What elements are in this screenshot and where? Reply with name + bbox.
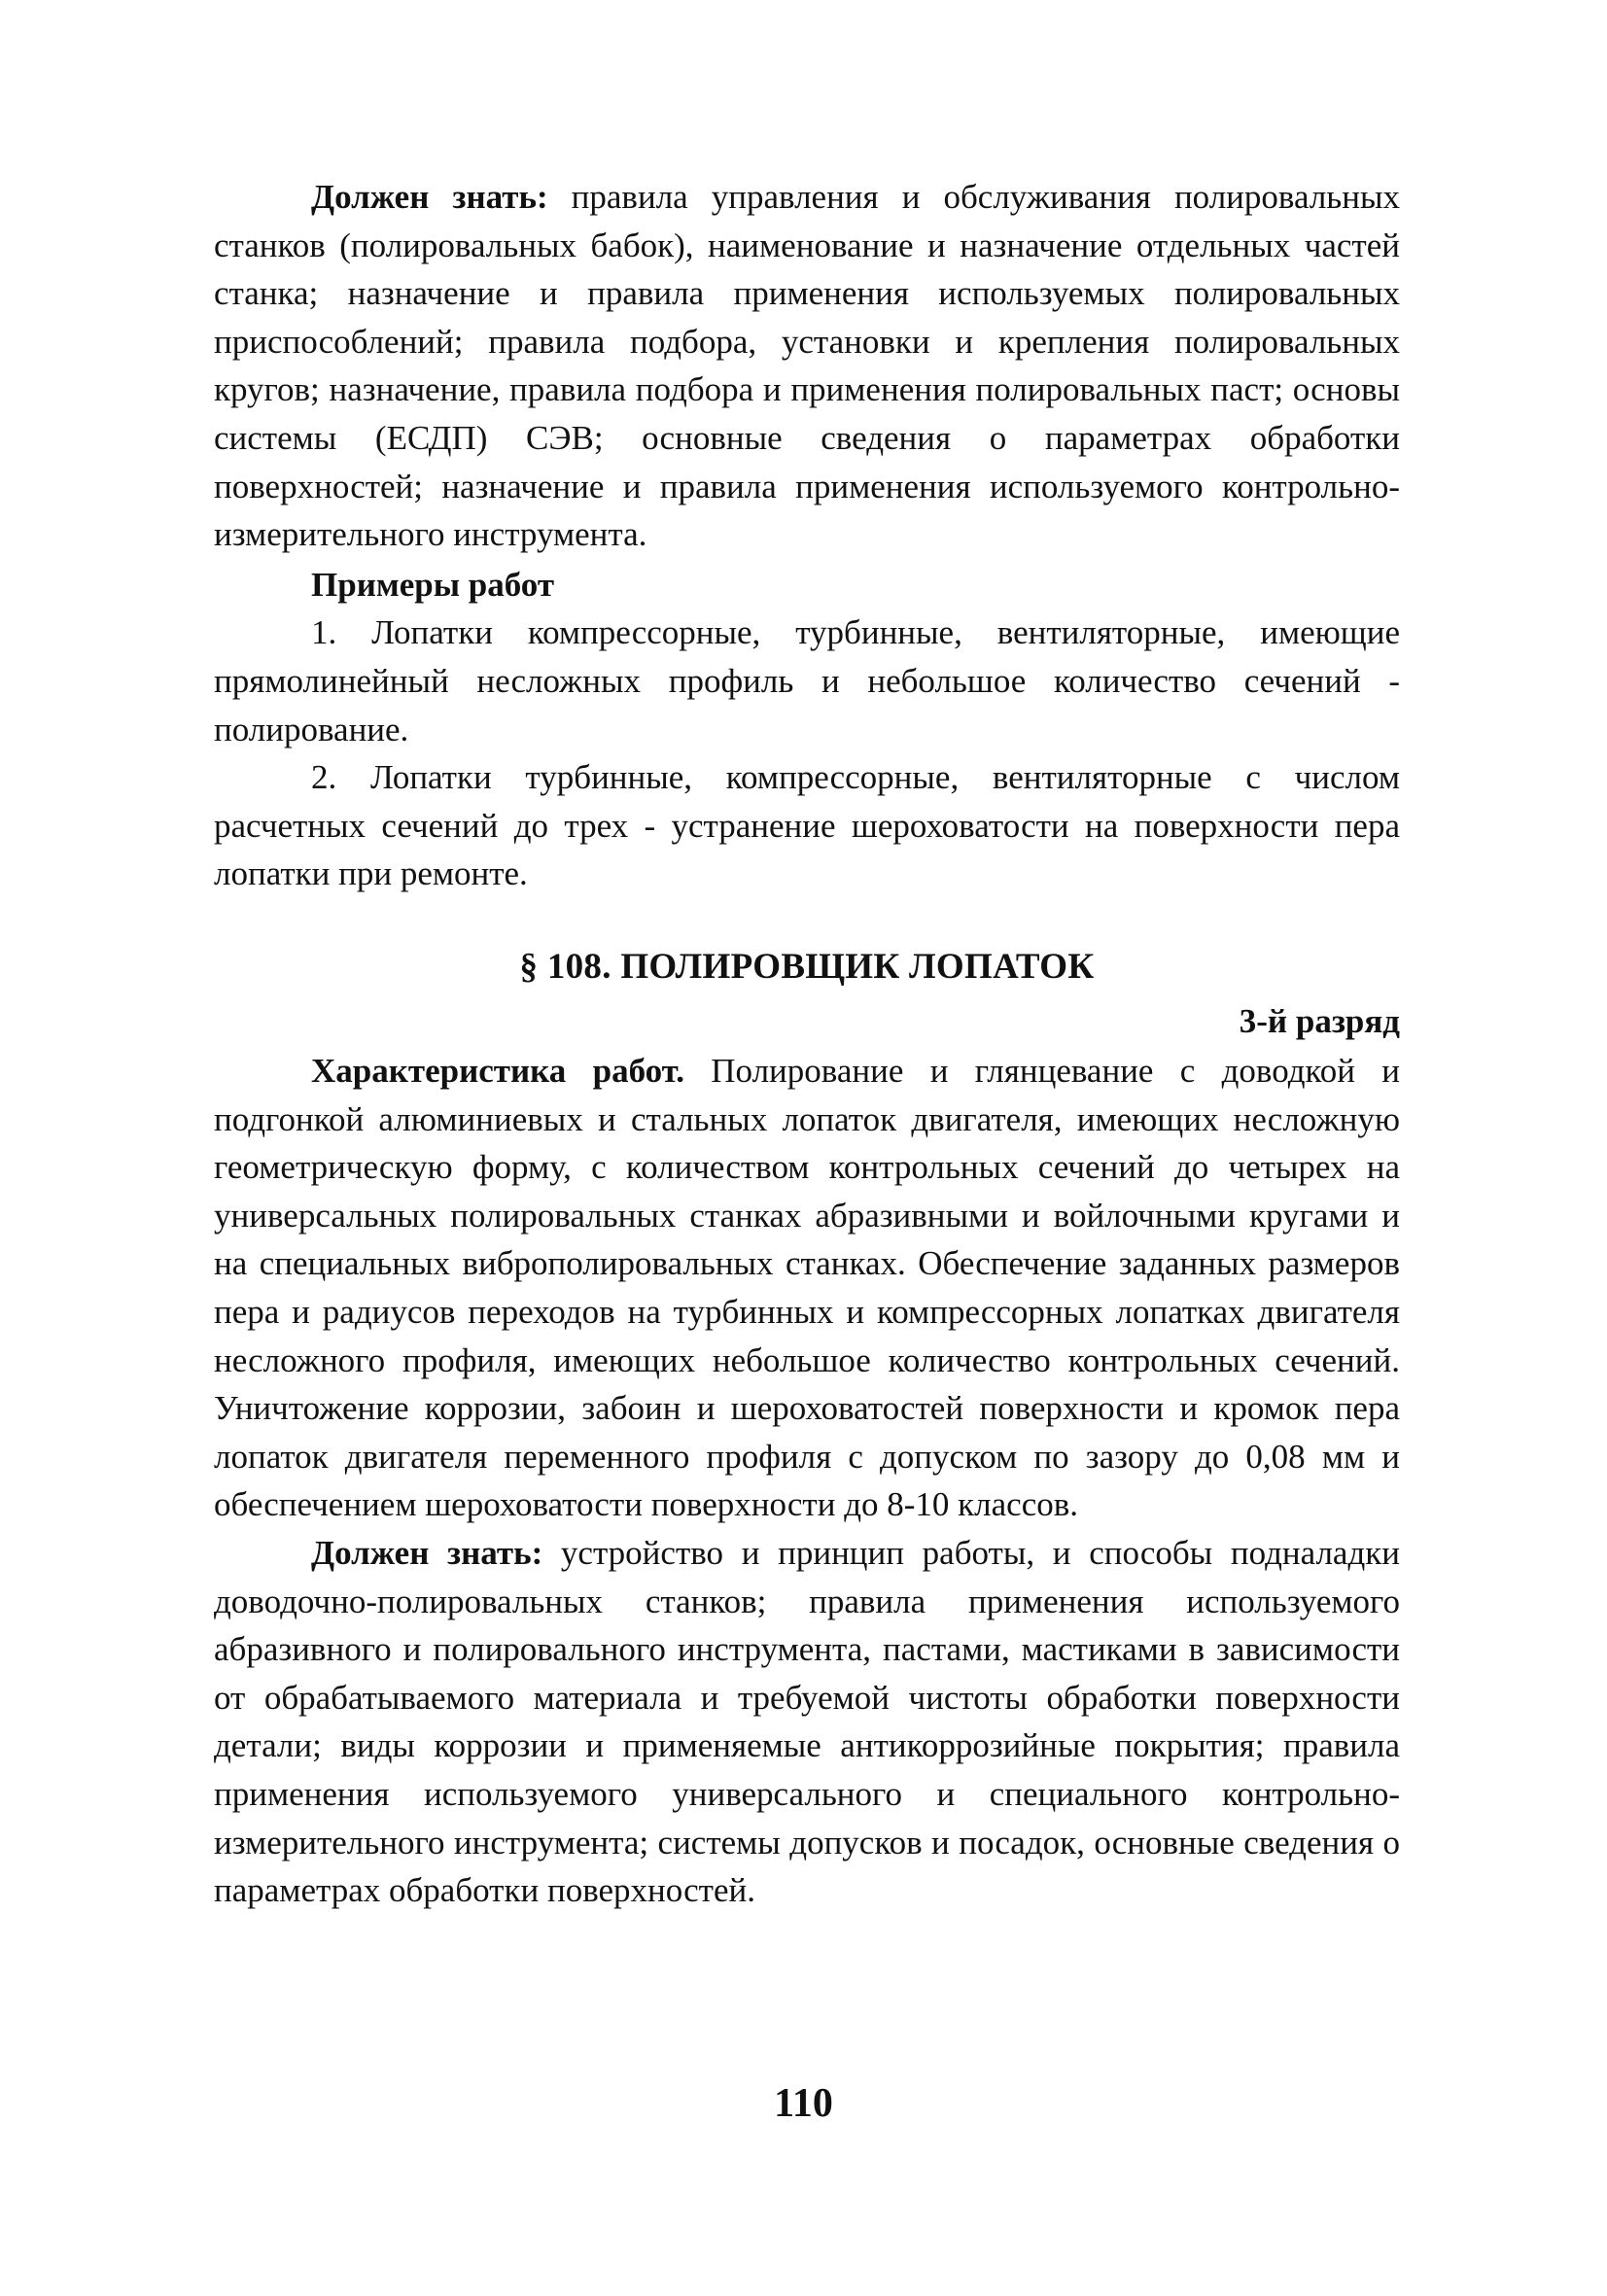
example-item-1: 1. Лопатки компрессорные, турбинные, вентиляторные, имеющие прямолинейный несложных профиль и небольшое количество сечений - полирование. (214, 613, 1400, 748)
characteristics-paragraph (214, 1047, 1400, 1529)
page-body (214, 173, 1400, 1915)
examples-heading: Примеры работ (311, 565, 555, 604)
characteristics-label: Характеристика работ. (311, 1052, 684, 1091)
knowledge-paragraph (214, 173, 1400, 559)
characteristics-text: Полирование и глянцевание с доводкой и подгонкой алюминиевых и стальных лопаток двигателя, имеющих несложную геометрическую форму, с количеством контрольных сечений до четырех на универсальных полировальных станках абразивными и войлочными кругами и на специальных виброполировальных станках. Обеспечение заданных размеров пера и радиусов переходов на турбинных и компрессорных лопатках двигателя несложного профиля, имеющих небольшое количество контрольных сечений. Уничтожение коррозии, забоин и шероховатостей поверхности и кромок пера лопаток двигателя переменного профиля с допуском по зазору до 0,08 мм и обеспечением шероховатости поверхности до 8-10 классов. (214, 1052, 1401, 1524)
section-knowledge-paragraph (214, 1529, 1400, 1915)
knowledge-label: Должен знать: (311, 178, 548, 216)
knowledge-text: правила управления и обслуживания полировальных станков (полировальных бабок), наименование и назначение отдельных частей станка; назначение и правила применения используемых полировальных приспособлений; правила подбора, установки и крепления полировальных кругов; назначение, правила подбора и применения полировальных паст; основы системы (ЕСДП) СЭВ; основные сведения о параметрах обработки поверхностей; назначение и правила применения используемого контрольно-измерительного инструмента. (214, 178, 1400, 554)
section-title: § 108. ПОЛИРОВЩИК ЛОПАТОК (519, 946, 1095, 987)
section-spacer (214, 898, 1400, 943)
grade-label: 3-й разряд (1239, 1001, 1400, 1040)
section-knowledge-text: устройство и принцип работы, и способы подналадки доводочно-полировальных станков; правила применения используемого абразивного и полировального инструмента, пастами, мастиками в зависимости от обрабатываемого материала и требуемой чистоты обработки поверхности детали; виды коррозии и применяемые антикоррозийные покрытия; правила применения используемого универсального и специального контрольно-измерительного инструмента; системы допусков и посадок, основные сведения о параметрах обработки поверхностей. (214, 1534, 1401, 1910)
page-number: 110 (774, 2081, 833, 2126)
example-item-2: 2. Лопатки турбинные, компрессорные, вентиляторные с числом расчетных сечений до трех - устранение шероховатости на поверхности пера лопатки при ремонте. (214, 758, 1400, 893)
section-knowledge-label: Должен знать: (311, 1534, 543, 1573)
